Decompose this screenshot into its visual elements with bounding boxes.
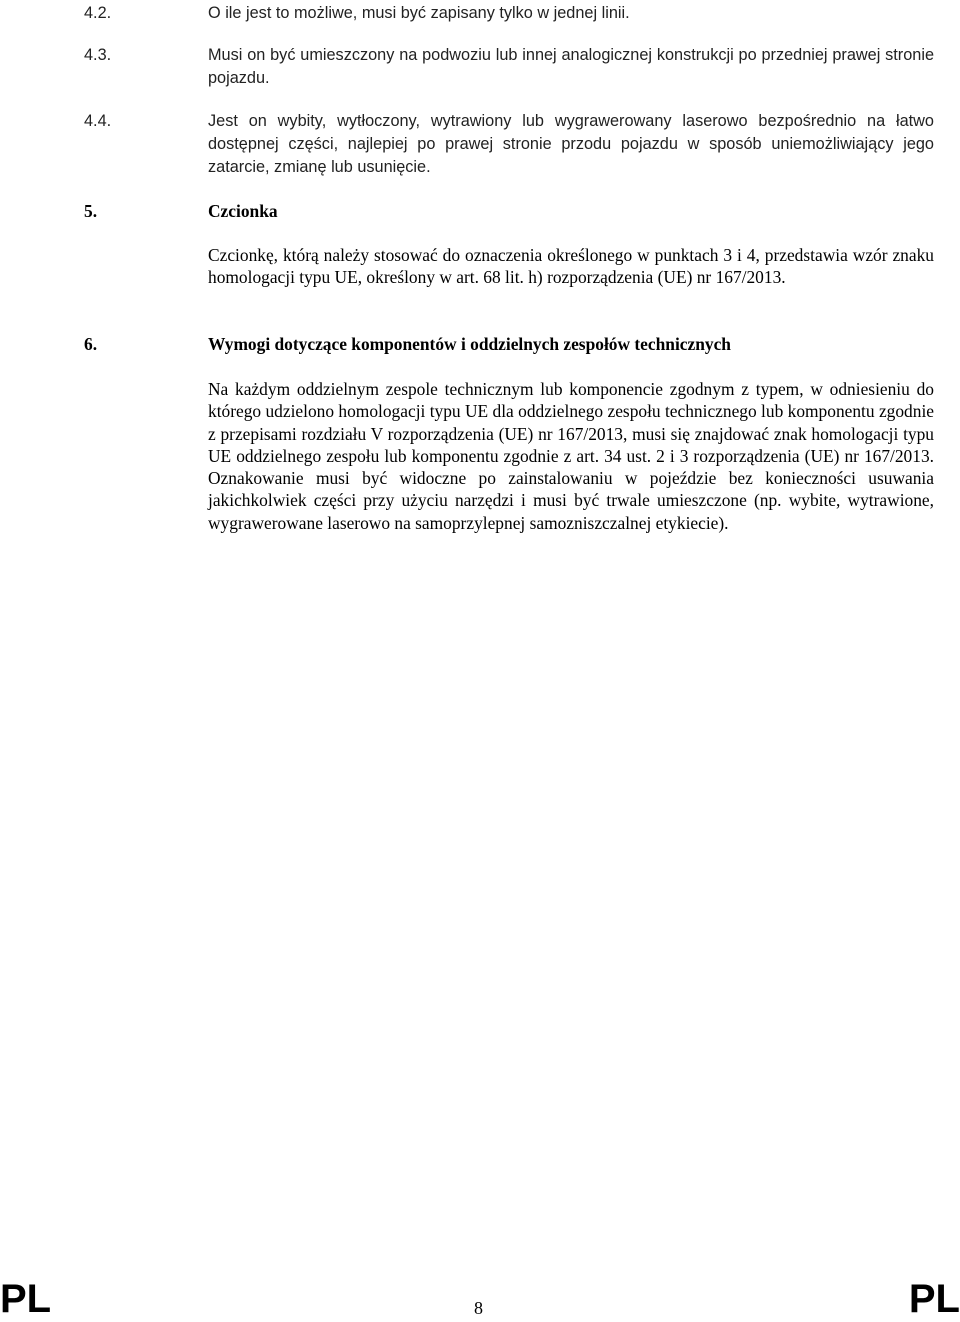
section-number: 6. [84,334,98,354]
item-text: Musi on być umieszczony na podwoziu lub innej analogicznej konstrukcji po przedniej prawej stronie pojazdu. [208,46,934,87]
item-number: 4.4. [84,112,112,130]
section-body: Czcionkę, którą należy stosować do oznaczenia określonego w punktach 3 i 4, przedstawia wzór znaku homologacji typu UE, określony w art. 68 lit. h) rozporządzenia (UE) nr 167/2013. [208,245,934,288]
footer-language-label-left: PL [0,1277,52,1321]
section-number: 5. [84,201,98,221]
page-number: 8 [474,1298,483,1318]
item-number: 4.3. [84,46,112,64]
section-body: Na każdym oddzielnym zespole technicznym lub komponencie zgodnym z typem, w odniesieniu do którego udzielono homologacji typu UE dla oddzielnego zespołu technicznego lub komponentu zgodnie z przepisami rozdziału V rozporządzenia (UE) nr 167/2013, musi się znajdować znak homologacji typu UE oddzielnego zespołu lub komponentu zgodnie z art. 34 ust. 2 i 3 rozporządzenia (UE) nr 167/2013. Oznakowanie musi być widoczne po zainstalowaniu w pojeździe bez konieczności usuwania jakichkolwiek części przy użyciu narzędzi i musi być trwale umieszczone (np. wybite, wytrawione, wygrawerowane laserowo na samoprzylepnej samozniszczalnej etykiecie). [208,379,934,533]
section-heading: Czcionka [208,201,278,221]
footer-language-label-right: PL [908,1277,960,1321]
item-number: 4.2. [84,4,112,22]
section-heading: Wymogi dotyczące komponentów i oddzielnych zespołów technicznych [208,334,731,354]
item-text: Jest on wybity, wytłoczony, wytrawiony lub wygrawerowany laserowo bezpośrednio na łatwo dostępnej części, najlepiej po prawej stronie przodu pojazdu w sposób uniemożliwiający jego zatarcie, zmianę lub usunięcie. [208,112,934,176]
item-text: O ile jest to możliwe, musi być zapisany tylko w jednej linii. [208,4,630,22]
